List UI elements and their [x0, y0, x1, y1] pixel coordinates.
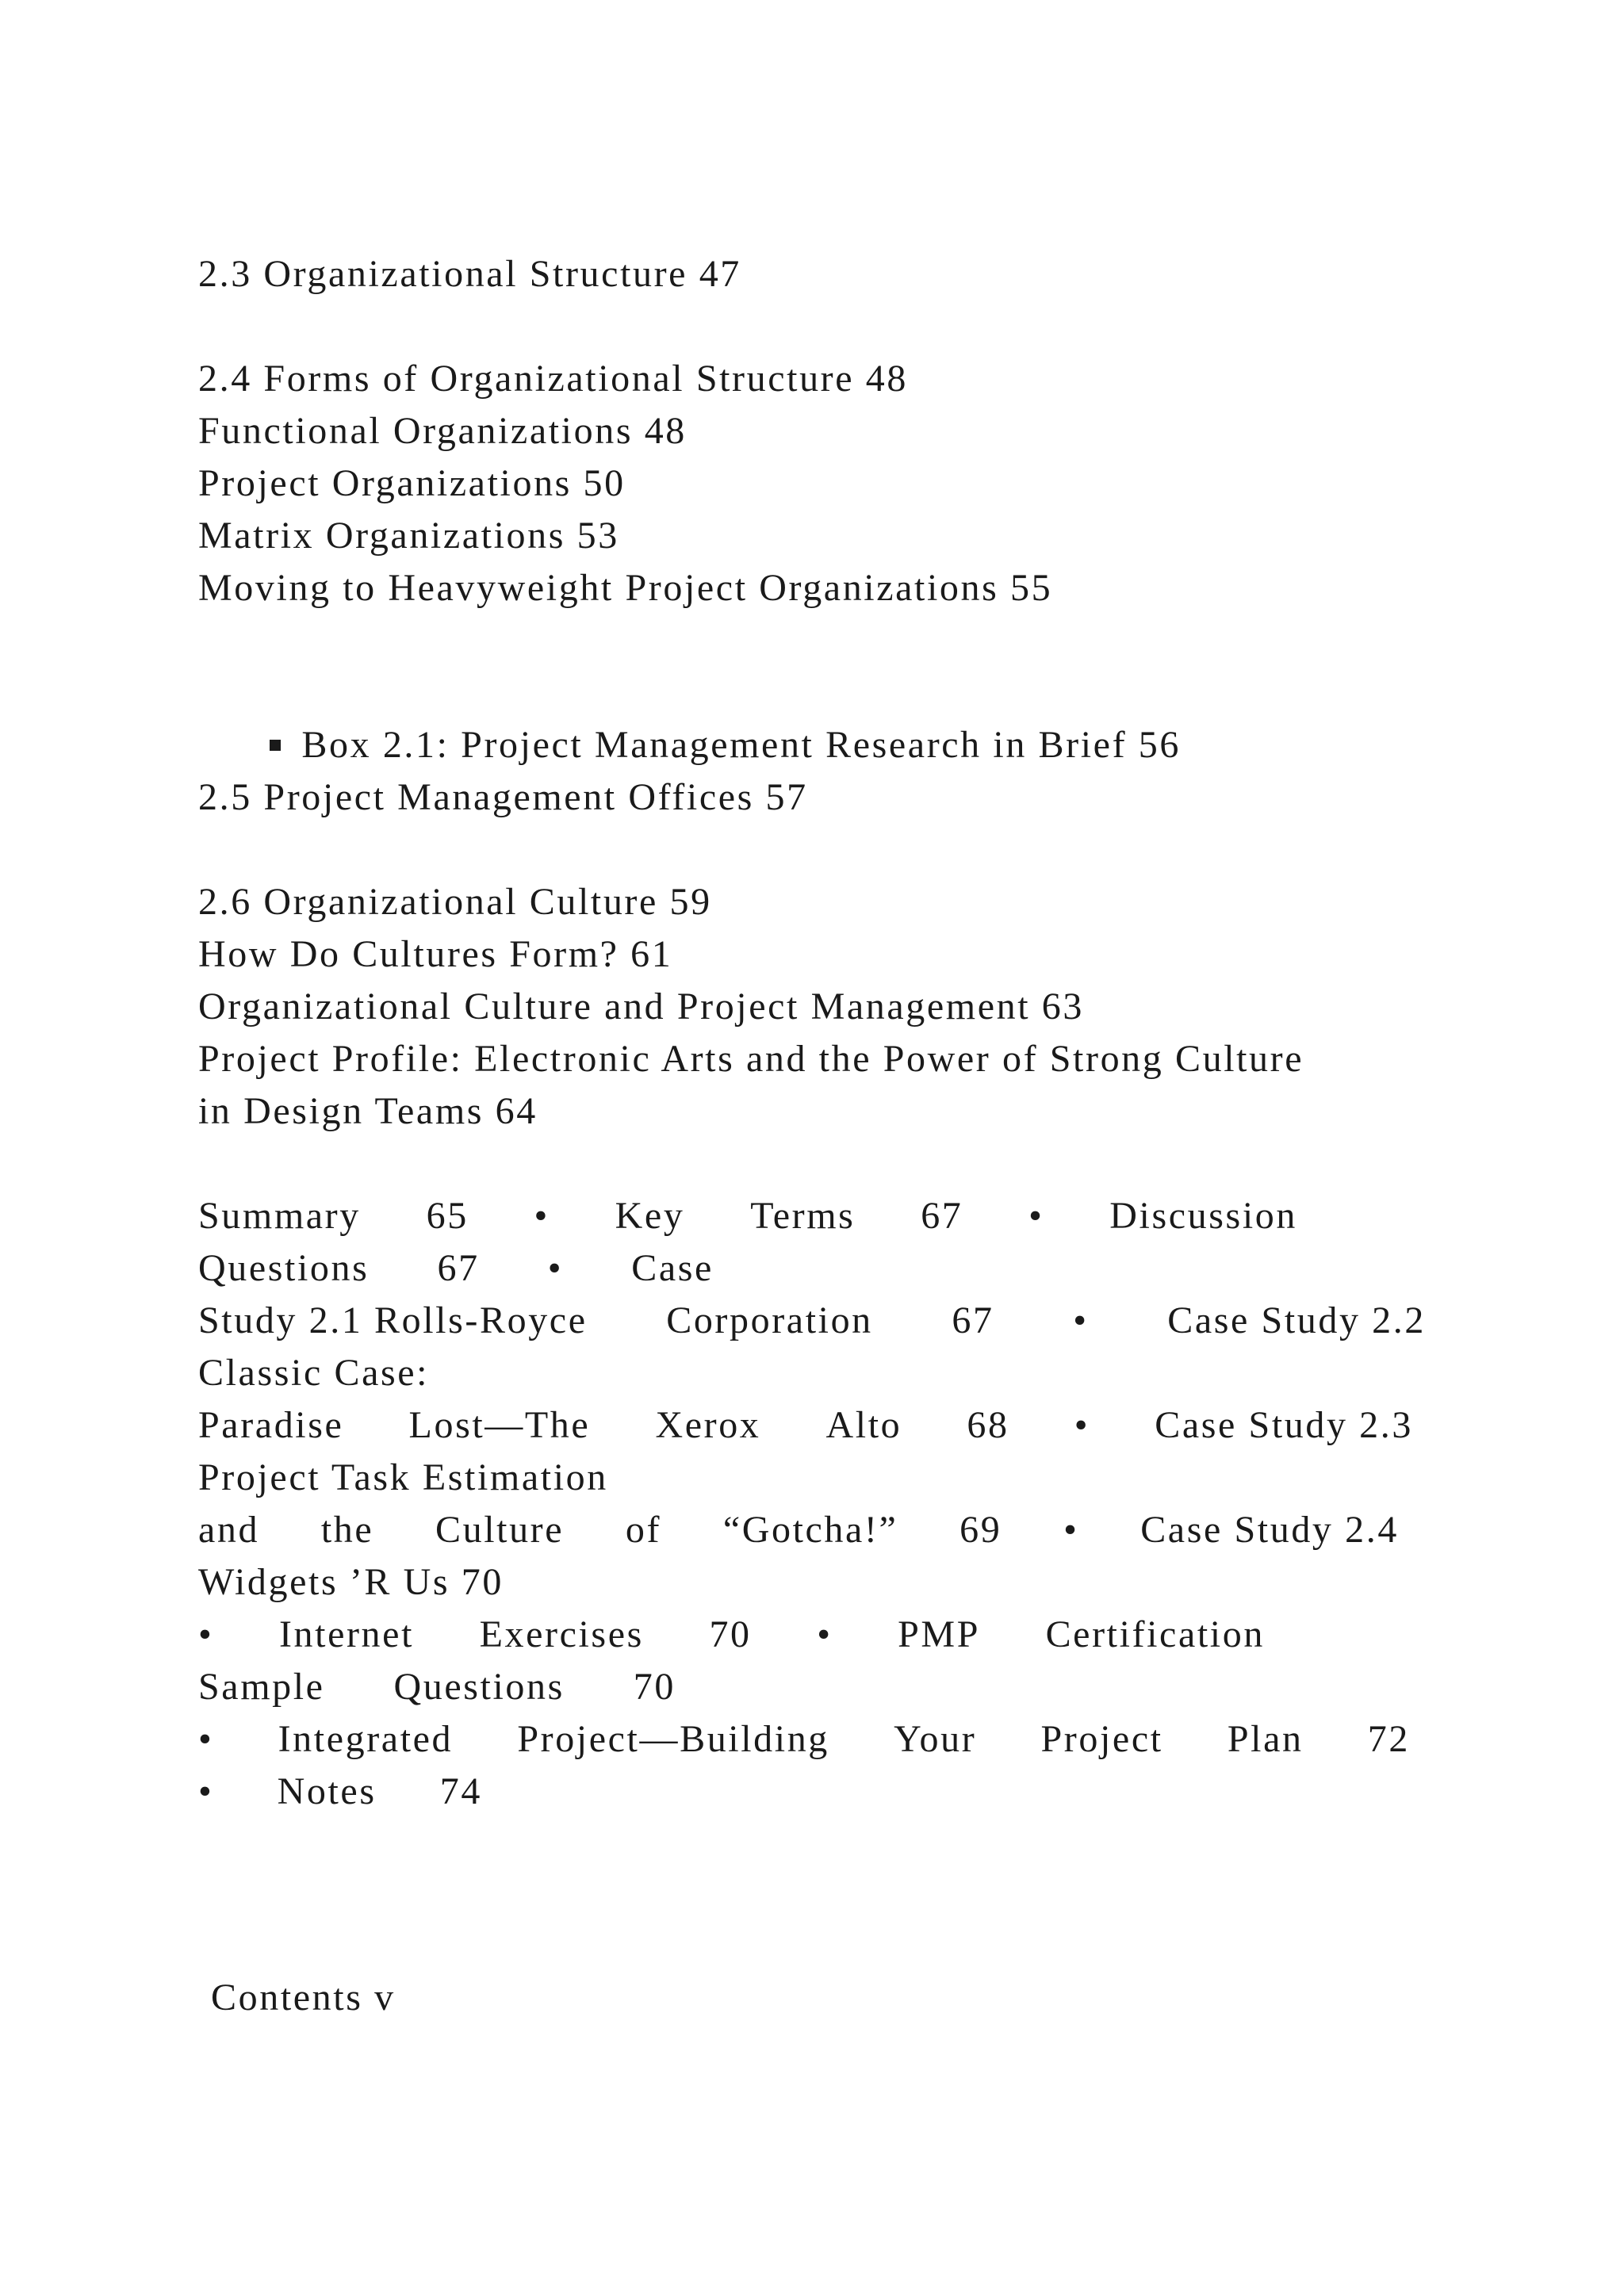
end-matter-token: • — [198, 1770, 214, 1812]
end-matter-token: • — [1063, 1509, 1079, 1551]
end-matter-line — [198, 1295, 1426, 1347]
toc-section-2-5: 2.5 Project Management Offices 57 — [198, 776, 808, 818]
end-matter-token: Case Study 2.3 — [1155, 1404, 1413, 1446]
end-matter-token: Certification — [1045, 1613, 1265, 1655]
end-matter-token: Paradise — [198, 1404, 344, 1446]
end-matter-token: Summary — [198, 1195, 361, 1237]
end-matter-token: • — [198, 1613, 214, 1655]
end-matter-line — [198, 1713, 1410, 1766]
end-matter-token: “Gotcha!” — [722, 1509, 898, 1551]
end-matter-line — [198, 1504, 1399, 1556]
end-matter-token: Lost—The — [408, 1404, 591, 1446]
toc-item: Moving to Heavyweight Project Organizations 55 — [198, 567, 1053, 609]
toc-box-label: Box 2.1: Project Management Research in Brief 56 — [301, 724, 1181, 766]
end-matter-token: Project — [1040, 1718, 1163, 1760]
end-matter-token: Plan — [1227, 1718, 1304, 1760]
page-footer: Contents v — [211, 1976, 396, 2019]
end-matter-token: Questions — [393, 1666, 565, 1708]
toc-item: in Design Teams 64 — [198, 1090, 538, 1132]
end-matter-line — [198, 1190, 1297, 1242]
end-matter-token: Study 2.1 Rolls-Royce — [198, 1299, 588, 1341]
end-matter-token: 69 — [959, 1509, 1002, 1551]
toc-item: Functional Organizations 48 — [198, 410, 687, 452]
end-matter-token: and — [198, 1509, 260, 1551]
end-matter-token: • — [817, 1613, 833, 1655]
end-matter-token: 74 — [439, 1770, 482, 1812]
toc-page — [198, 0, 1435, 2296]
end-matter-line — [198, 1609, 1265, 1661]
square-bullet-icon — [270, 740, 281, 751]
end-matter-token: • — [1073, 1299, 1089, 1341]
end-matter-token: 67 — [921, 1195, 963, 1237]
end-matter-token: Case — [631, 1247, 714, 1289]
end-matter-line — [198, 1661, 676, 1713]
end-matter-token: 70 — [709, 1613, 752, 1655]
end-matter-token: Integrated — [278, 1718, 454, 1760]
toc-item: Organizational Culture and Project Management 63 — [198, 985, 1084, 1027]
end-matter-token: of — [625, 1509, 662, 1551]
toc-item: Matrix Organizations 53 — [198, 515, 619, 557]
end-matter-token: • — [1028, 1195, 1044, 1237]
end-matter-line: Widgets ’R Us 70 — [198, 1561, 504, 1603]
end-matter-line: Project Task Estimation — [198, 1456, 608, 1498]
end-matter-token: • — [1074, 1404, 1090, 1446]
end-matter-token: • — [198, 1718, 214, 1760]
end-matter-token: 68 — [967, 1404, 1009, 1446]
toc-item: How Do Cultures Form? 61 — [198, 933, 673, 975]
end-matter-token: 65 — [426, 1195, 469, 1237]
end-matter-line: Classic Case: — [198, 1352, 430, 1394]
end-matter-token: Key — [615, 1195, 685, 1237]
end-matter-token: Internet — [278, 1613, 415, 1655]
end-matter-token: Terms — [750, 1195, 856, 1237]
end-matter-token: Exercises — [479, 1613, 644, 1655]
end-matter-token: Culture — [435, 1509, 565, 1551]
end-matter-token: 72 — [1367, 1718, 1410, 1760]
end-matter-token: Xerox — [655, 1404, 761, 1446]
end-matter-token: • — [547, 1247, 564, 1289]
end-matter-token: 70 — [633, 1666, 676, 1708]
end-matter-token: 67 — [952, 1299, 994, 1341]
end-matter-token: Alto — [825, 1404, 902, 1446]
toc-item: Project Profile: Electronic Arts and the Power of Strong Culture — [198, 1038, 1304, 1080]
end-matter-line — [198, 1242, 714, 1295]
toc-section-2-4: 2.4 Forms of Organizational Structure 48 — [198, 358, 908, 400]
end-matter-token: Questions — [198, 1247, 370, 1289]
end-matter-token: 67 — [437, 1247, 480, 1289]
end-matter-token: Case Study 2.4 — [1140, 1509, 1399, 1551]
toc-item: Project Organizations 50 — [198, 462, 626, 504]
end-matter-line — [198, 1399, 1413, 1452]
end-matter-token: Corporation — [666, 1299, 873, 1341]
end-matter-token: Discussion — [1109, 1195, 1297, 1237]
end-matter-token: the — [320, 1509, 374, 1551]
end-matter-token: Notes — [277, 1770, 377, 1812]
end-matter-token: Project—Building — [517, 1718, 829, 1760]
toc-section-2-3: 2.3 Organizational Structure 47 — [198, 253, 741, 295]
end-matter-token: • — [534, 1195, 550, 1237]
end-matter-token: Sample — [198, 1666, 325, 1708]
end-matter-token: PMP — [898, 1613, 981, 1655]
end-matter-token: Case Study 2.2 — [1167, 1299, 1426, 1341]
end-matter-line — [198, 1766, 482, 1818]
end-matter-token: Your — [894, 1718, 977, 1760]
toc-section-2-6: 2.6 Organizational Culture 59 — [198, 881, 712, 923]
